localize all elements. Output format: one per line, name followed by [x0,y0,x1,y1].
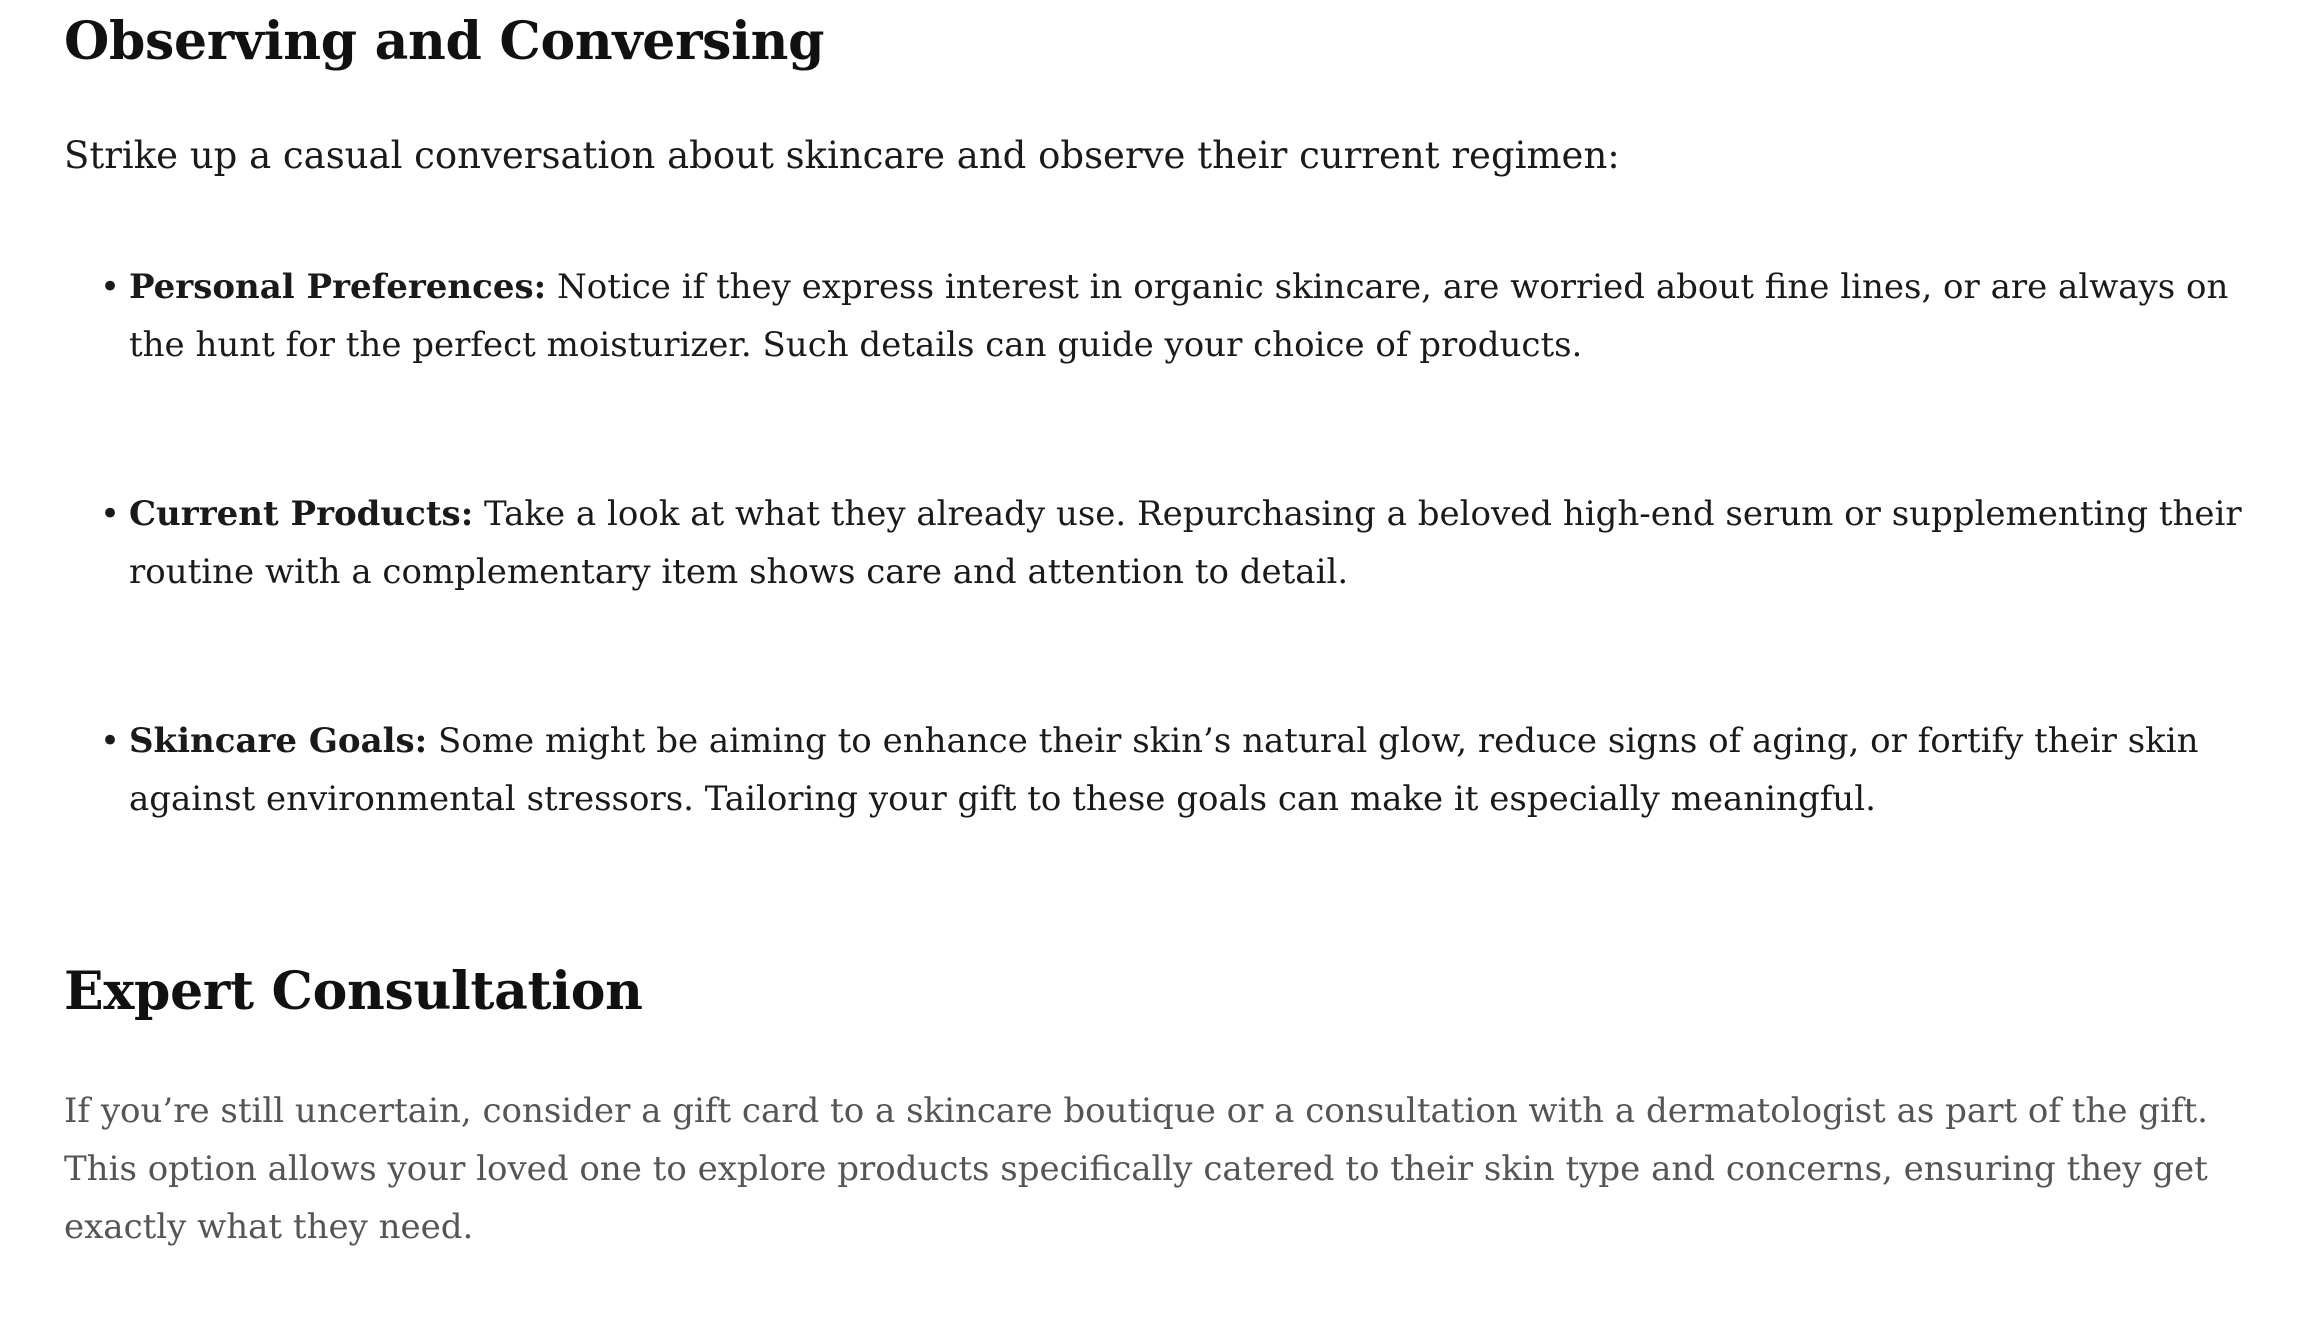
bullet-icon: • [100,494,121,534]
list-item-body: Some might be aiming to enhance their skin’s natural glow, reduce signs of aging, or fortify their skin against environmental stressors. Tailoring your gift to these goals can make it especially meaningful. [129,721,2199,819]
list-item [64,258,2284,374]
bullet-icon: • [100,267,121,307]
list-item-text [129,485,2284,601]
list-item [64,485,2284,601]
section-heading-observing: Observing and Conversing [64,11,825,72]
list-item-body: Take a look at what they already use. Repurchasing a beloved high-end serum or supplementing their routine with a complementary item shows care and attention to detail. [129,494,2242,592]
expert-consultation-paragraph: If you’re still uncertain, consider a gift card to a skincare boutique or a consultation with a dermatologist as part of the gift. This option allows your loved one to explore products specifically catered to their skin type and concerns, ensuring they get exactly what they need. [64,1091,2208,1247]
list-item-text [129,258,2284,374]
list-item-label: Personal Preferences: [129,267,547,307]
list-item-body: Notice if they express interest in organic skincare, are worried about fine lines, or are always on the hunt for the perfect moisturizer. Such details can guide your choice of products. [129,267,2229,365]
list-item [64,712,2284,828]
list-item-label: Current Products: [129,494,474,534]
bullet-icon: • [100,721,121,761]
section-heading-expert-consultation: Expert Consultation [64,961,643,1022]
section-intro-paragraph: Strike up a casual conversation about skincare and observe their current regimen: [64,134,1620,177]
list-item-label: Skincare Goals: [129,721,428,761]
list-item-text [129,712,2284,828]
